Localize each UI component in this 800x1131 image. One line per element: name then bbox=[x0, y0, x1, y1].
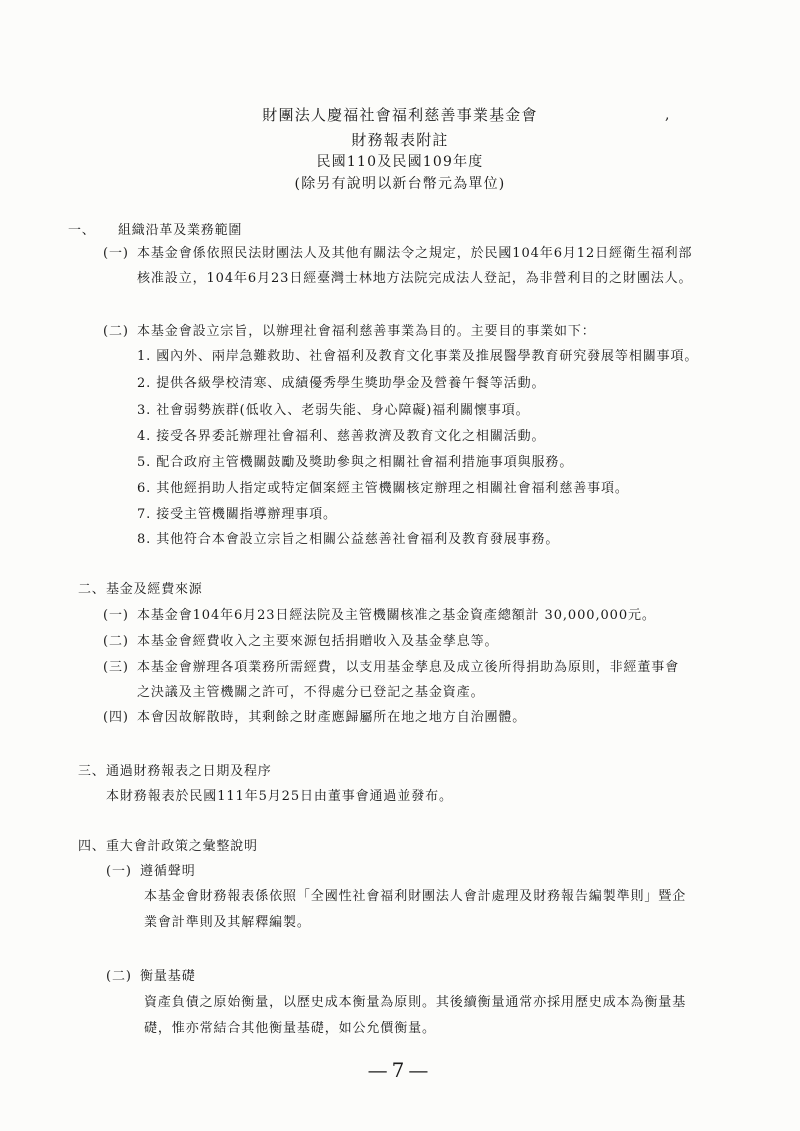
section-1-heading: 組織沿革及業務範圍 bbox=[118, 223, 243, 238]
s1-list-item: 7. 接受主管機關指導辦理事項。 bbox=[137, 507, 337, 522]
s4-sub2-line2: 礎，惟亦常結合其他衡量基礎，如公允價衡量。 bbox=[144, 1021, 436, 1036]
s1-list-item: 5. 配合政府主管機關鼓勵及獎助參與之相關社會福利措施事項與服務。 bbox=[137, 455, 574, 470]
s1-list-item: 2. 提供各級學校清寒、成績優秀學生獎助學金及營養午餐等活動。 bbox=[137, 376, 546, 391]
section-2-number: 二、 bbox=[78, 582, 106, 597]
s2-item-text: 本基金會辦理各項業務所需經費，以支用基金孳息及成立後所得捐助為原則，非經董事會 bbox=[137, 660, 680, 675]
s2-item-text: 本會因故解散時，其剩餘之財產應歸屬所在地之地方自治團體。 bbox=[137, 710, 527, 725]
stray-mark: , bbox=[665, 107, 670, 123]
section-1-number: 一、 bbox=[68, 223, 96, 238]
s4-sub1-label: (一) bbox=[106, 864, 132, 879]
s1-list-item: 6. 其他經捐助人指定或特定個案經主管機關核定辦理之相關社會福利慈善事項。 bbox=[137, 481, 629, 496]
s2-item-text: 本基金會經費收入之主要來源包括捐贈收入及基金孳息等。 bbox=[137, 634, 499, 649]
s1-list-item: 4. 接受各界委託辦理社會福利、慈善救濟及教育文化之相關活動。 bbox=[137, 429, 546, 444]
s2-item-label: (三) bbox=[103, 660, 129, 675]
section-4-number: 四、 bbox=[78, 839, 106, 854]
s2-item-label: (四) bbox=[103, 710, 129, 725]
s4-sub2-title: 衡量基礎 bbox=[140, 969, 196, 984]
org-title: 財團法人慶福社會福利慈善事業基金會 bbox=[262, 106, 538, 124]
s4-sub1-line1: 本基金會財務報表係依照「全國性社會福利財團法人會計處理及財務報告編製準則」暨企 bbox=[144, 889, 687, 904]
page-number: —7— bbox=[367, 1058, 433, 1082]
s4-sub2-line1: 資產負債之原始衡量，以歷史成本衡量為原則。其後續衡量通常亦採用歷史成本為衡量基 bbox=[144, 995, 687, 1010]
s3-text: 本財務報表於民國111年5月25日由董事會通過並發布。 bbox=[106, 789, 453, 804]
s1-p1-line1: 本基金會係依照民法財團法人及其他有關法令之規定，於民國104年6月12日經衛生福利部 bbox=[137, 246, 693, 261]
section-3-number: 三、 bbox=[78, 764, 106, 779]
s2-item-label: (二) bbox=[103, 634, 129, 649]
section-4-heading: 重大會計政策之彙整說明 bbox=[106, 839, 258, 854]
s4-sub1-line2: 業會計準則及其解釋編製。 bbox=[144, 915, 311, 930]
doc-title: 財務報表附註 bbox=[351, 131, 449, 149]
unit-note: (除另有說明以新台幣元為單位) bbox=[294, 176, 506, 192]
s1-p2-intro: 本基金會設立宗旨，以辦理社會福利慈善事業為目的。主要目的事業如下： bbox=[137, 324, 596, 339]
s2-item-text: 本基金會104年6月23日經法院及主管機關核准之基金資產總額計 30,000,000元。 bbox=[137, 608, 656, 623]
s1-list-item: 1. 國內外、兩岸急難救助、社會福利及教育文化事業及推展醫學教育研究發展等相關事項。 bbox=[137, 349, 699, 364]
s2-item-label: (一) bbox=[103, 608, 129, 623]
s1-p1-label: (一) bbox=[103, 246, 129, 261]
s4-sub2-label: (二) bbox=[106, 969, 132, 984]
s1-p1-line2: 核准設立，104年6月23日經臺灣士林地方法院完成法人登記，為非營利目的之財團法人。 bbox=[137, 271, 693, 286]
s1-list-item: 3. 社會弱勢族群(低收入、老弱失能、身心障礙)福利關懷事項。 bbox=[137, 403, 530, 418]
s1-p2-label: (二) bbox=[103, 324, 129, 339]
s4-sub1-title: 遵循聲明 bbox=[140, 864, 196, 879]
section-2-heading: 基金及經費來源 bbox=[106, 582, 203, 597]
section-3-heading: 通過財務報表之日期及程序 bbox=[106, 764, 272, 779]
s1-list-item: 8. 其他符合本會設立宗旨之相關公益慈善社會福利及教育發展事務。 bbox=[137, 532, 560, 547]
s2-item-text-cont: 之決議及主管機關之許可，不得處分已登記之基金資產。 bbox=[137, 685, 485, 700]
report-period: 民國110及民國109年度 bbox=[316, 154, 484, 170]
